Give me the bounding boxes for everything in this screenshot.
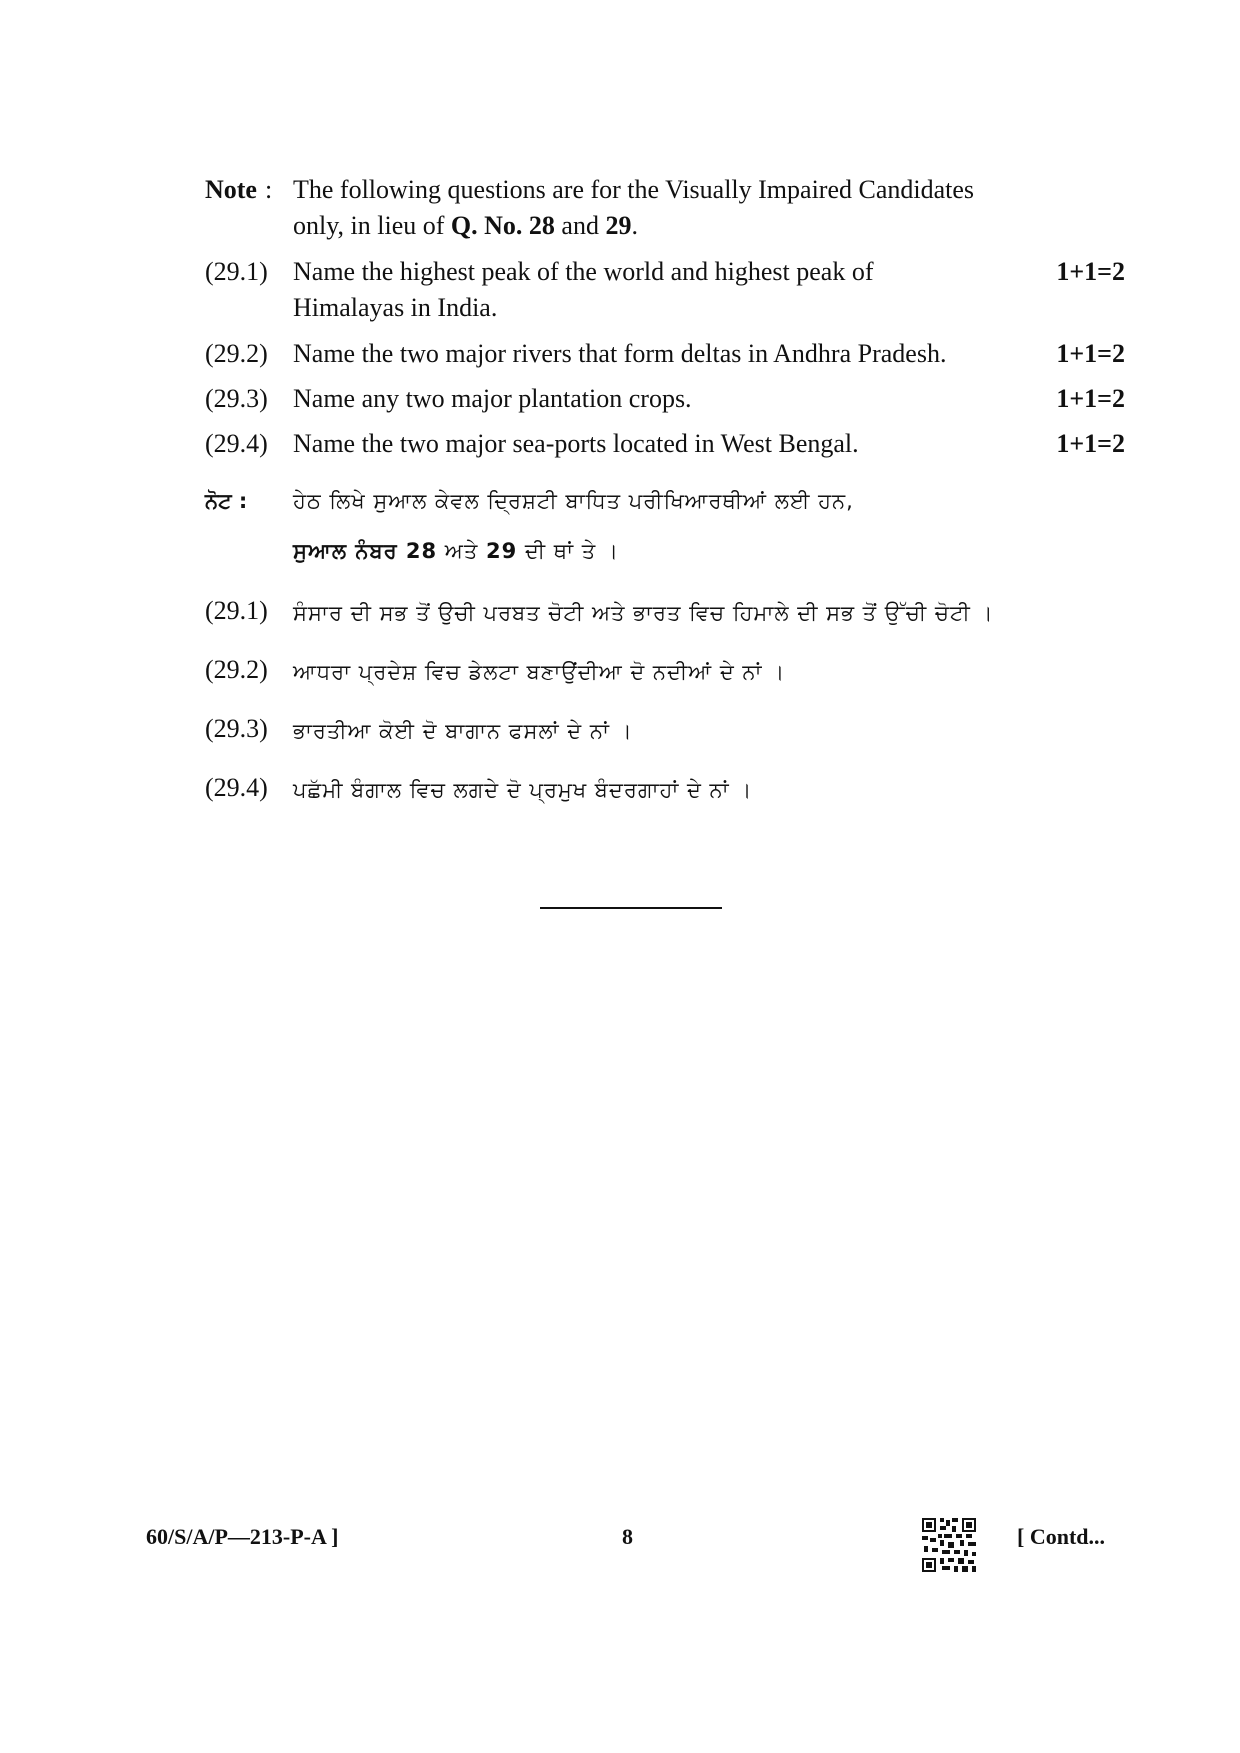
note-separator: : — [264, 175, 273, 204]
note-qno-2: 29 — [605, 211, 632, 240]
punjabi-note-bold-2: 29 — [485, 539, 518, 563]
punjabi-note-bold: ਸੁਆਲ ਨੰਬਰ 28 — [293, 539, 438, 563]
question-marks: 1+1=2 — [1056, 384, 1125, 413]
question-text-line-1: Name the highest peak of the world and highest peak of — [293, 257, 874, 286]
question-text: Name the two major rivers that form deltas in Andhra Pradesh. — [293, 339, 947, 368]
punjabi-note-line-1: ਹੇਠ ਲਿਖੇ ਸੁਆਲ ਕੇਵਲ ਦ੍ਰਿਸ਼ਟੀ ਬਾਧਿਤ ਪਰੀਖਿਆਰਥੀਆਂ ਲਈ ਹਨ, — [293, 489, 854, 513]
question-number: (29.2) — [205, 655, 268, 684]
note-block — [205, 172, 1065, 240]
note-line-1: The following questions are for the Visually Impaired Candidates — [293, 175, 975, 204]
question-marks: 1+1=2 — [1056, 257, 1125, 286]
note-and: and — [554, 211, 606, 240]
end-rule — [540, 907, 722, 909]
question-text — [293, 254, 973, 326]
continued-label: [ Contd... — [1017, 1524, 1106, 1549]
question-number: (29.4) — [205, 429, 268, 458]
question-text-line-2: Himalayas in India. — [293, 293, 498, 322]
question-marks: 1+1=2 — [1056, 429, 1125, 458]
question-text: Name the two major sea-ports located in West Bengal. — [293, 429, 859, 458]
question-text: ਭਾਰਤੀਆ ਕੋਈ ਦੋ ਬਾਗਾਨ ਫਸਲਾਂ ਦੇ ਨਾਂ । — [293, 719, 633, 743]
note-line-2 — [293, 208, 638, 244]
qr-code-icon — [922, 1518, 976, 1572]
question-text: ਆਧਰਾ ਪ੍ਰਦੇਸ਼ ਵਿਚ ਡੇਲਟਾ ਬਣਾਉਂਦੀਆ ਦੋ ਨਦੀਆਂ ਦੇ ਨਾਂ । — [293, 660, 786, 684]
question-number: (29.2) — [205, 339, 268, 368]
question-number: (29.3) — [205, 384, 268, 413]
question-text: Name any two major plantation crops. — [293, 384, 692, 413]
question-text: ਪਛੱਮੀ ਬੰਗਾਲ ਵਿਚ ਲਗਦੇ ਦੋ ਪ੍ਰਮੁਖ ਬੰਦਰਗਾਹਾਂ ਦੇ ਨਾਂ । — [293, 778, 753, 802]
question-number: (29.1) — [205, 257, 268, 286]
note-line-2-prefix: only, in lieu of — [293, 211, 451, 240]
note-label: Note — [205, 175, 257, 204]
question-number: (29.3) — [205, 714, 268, 743]
question-text: ਸੰਸਾਰ ਦੀ ਸਭ ਤੋਂ ਉਚੀ ਪਰਬਤ ਚੋਟੀ ਅਤੇ ਭਾਰਤ ਵਿਚ ਹਿਮਾਲੇ ਦੀ ਸਭ ਤੋਂ ਉੱਚੀ ਚੋਟੀ । — [293, 601, 994, 625]
question-marks: 1+1=2 — [1056, 339, 1125, 368]
question-number: (29.1) — [205, 596, 268, 625]
question-number: (29.4) — [205, 773, 268, 802]
punjabi-note-label: ਨੋਟ : — [205, 489, 248, 513]
punjabi-note-end: ਦੀ ਥਾਂ ਤੇ । — [517, 539, 619, 563]
paper-code: 60/S/A/P—213-P-A ] — [146, 1524, 339, 1549]
page-number: 8 — [622, 1524, 633, 1549]
punjabi-note-mid: ਅਤੇ — [437, 539, 486, 563]
note-qno: Q. No. 28 — [450, 211, 555, 240]
punjabi-note-line-2-text — [293, 534, 619, 568]
note-end: . — [631, 211, 638, 240]
